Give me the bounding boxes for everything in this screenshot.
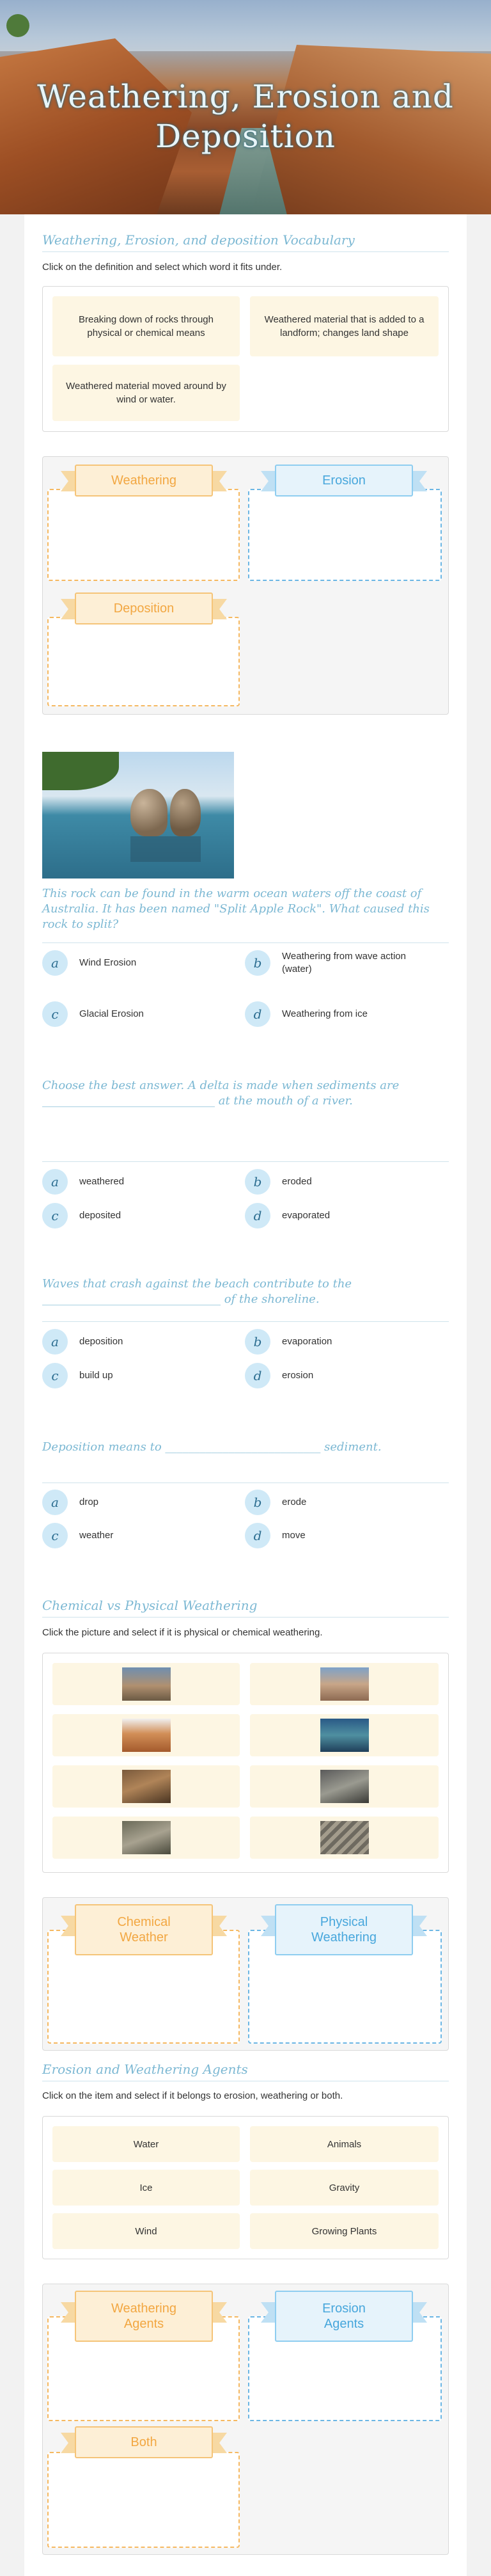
weathering-agents-label: Weathering Agents — [75, 2291, 213, 2342]
vocab-section-title: Weathering, Erosion, and deposition Vocabulary — [42, 232, 355, 248]
agent-card[interactable]: Gravity — [250, 2170, 439, 2206]
picture-card[interactable] — [250, 1817, 439, 1859]
weathering-drop-zone[interactable] — [47, 489, 240, 581]
deposition-ribbon — [61, 592, 227, 624]
answer-letter: a — [42, 1169, 68, 1195]
rock-arch-photo — [122, 1719, 171, 1752]
deposition-label: Deposition — [75, 592, 213, 624]
answer-letter: a — [42, 1490, 68, 1515]
both-ribbon — [61, 2426, 227, 2458]
answer-label: eroded — [282, 1176, 312, 1187]
picture-card[interactable] — [52, 1714, 240, 1756]
erosion-agents-ribbon — [261, 2291, 427, 2342]
deposition-drop-zone[interactable] — [47, 617, 240, 706]
erosion-label: Erosion — [275, 465, 413, 497]
picture-card[interactable] — [250, 1714, 439, 1756]
answer-option[interactable] — [245, 1203, 437, 1228]
answer-option[interactable] — [245, 1523, 437, 1548]
split-apple-rock-image — [42, 752, 234, 879]
agents-instructions: Click on the item and select if it belongs to erosion, weathering or both. — [42, 2090, 343, 2101]
both-drop-zone[interactable] — [47, 2452, 240, 2548]
answer-letter: b — [245, 1169, 270, 1195]
chem-drop-area — [42, 1897, 449, 2051]
chem-section-title: Chemical vs Physical Weathering — [42, 1598, 258, 1613]
agent-card[interactable]: Ice — [52, 2170, 240, 2206]
answer-letter: c — [42, 1001, 68, 1027]
agent-card[interactable]: Growing Plants — [250, 2213, 439, 2249]
answer-option[interactable] — [42, 1169, 234, 1195]
answer-label: Weathering from wave action (water) — [282, 951, 406, 974]
answer-letter: b — [245, 1490, 270, 1515]
answer-label: Wind Erosion — [79, 957, 137, 968]
statue-photo — [320, 1719, 369, 1752]
answer-option[interactable] — [42, 1490, 234, 1515]
question-2-text: Choose the best answer. A delta is made when sediments are ______________________________ at the mouth of a river. — [42, 1079, 400, 1108]
answer-label: deposition — [79, 1336, 123, 1347]
definition-card[interactable]: Weathered material moved around by wind or water. — [52, 365, 240, 421]
rock-photo — [122, 1667, 171, 1701]
picture-card[interactable] — [52, 1817, 240, 1859]
answer-letter: c — [42, 1363, 68, 1388]
answer-option[interactable] — [245, 1001, 437, 1027]
answer-letter: c — [42, 1203, 68, 1228]
agents-section-title: Erosion and Weathering Agents — [42, 2062, 248, 2077]
answer-label: drop — [79, 1497, 99, 1507]
divider — [42, 1617, 449, 1618]
picture-card[interactable] — [250, 1765, 439, 1808]
rock-photo — [320, 1770, 369, 1803]
picture-card[interactable] — [52, 1765, 240, 1808]
erosion-agents-label: Erosion Agents — [275, 2291, 413, 2342]
agents-drop-area — [42, 2284, 449, 2555]
answer-option[interactable] — [42, 1523, 234, 1548]
answer-label: weathered — [79, 1176, 125, 1187]
divider — [42, 1161, 449, 1162]
answer-letter: a — [42, 1329, 68, 1355]
agent-card[interactable]: Water — [52, 2126, 240, 2162]
hero-tree — [6, 14, 29, 37]
physical-ribbon — [261, 1904, 427, 1955]
answer-label: build up — [79, 1370, 113, 1381]
answer-label: deposited — [79, 1210, 121, 1221]
weathering-ribbon — [61, 465, 227, 497]
divider — [42, 942, 449, 943]
page-title: Weathering, Erosion and Deposition — [37, 78, 454, 155]
agent-card-box — [42, 2116, 449, 2259]
divider — [42, 251, 449, 252]
rock-photo — [122, 1821, 171, 1854]
answer-label: erode — [282, 1497, 307, 1507]
answer-letter: d — [245, 1363, 270, 1388]
erosion-ribbon — [261, 465, 427, 497]
vocab-drop-area — [42, 456, 449, 715]
answer-label: weather — [79, 1530, 114, 1541]
answer-label: erosion — [282, 1370, 314, 1381]
picture-card[interactable] — [52, 1663, 240, 1705]
answer-option[interactable] — [245, 1490, 437, 1515]
picture-card-box — [42, 1653, 449, 1873]
hero-sky — [0, 0, 491, 51]
answer-label: move — [282, 1530, 306, 1541]
hero-banner — [0, 0, 491, 214]
answer-letter: b — [245, 950, 270, 976]
weathering-agents-ribbon — [61, 2291, 227, 2342]
chem-instructions: Click the picture and select if it is physical or chemical weathering. — [42, 1627, 323, 1638]
answer-label: Glacial Erosion — [79, 1008, 144, 1019]
vocab-definition-box — [42, 286, 449, 432]
answer-letter: d — [245, 1001, 270, 1027]
answer-option[interactable] — [245, 1169, 437, 1195]
answer-letter: d — [245, 1203, 270, 1228]
chemical-label: Chemical Weather — [75, 1904, 213, 1955]
agent-card[interactable]: Wind — [52, 2213, 240, 2249]
vocab-instructions: Click on the definition and select which word it fits under. — [42, 262, 283, 273]
answer-option[interactable] — [42, 950, 234, 976]
answer-option[interactable] — [42, 1329, 234, 1355]
rock-photo — [122, 1770, 171, 1803]
answer-option[interactable] — [42, 1001, 234, 1027]
question-1-text: This rock can be found in the warm ocean waters off the coast of Australia. It has been named "Split Apple Rock". What caused this rock to split? — [42, 887, 430, 931]
weathering-label: Weathering — [75, 465, 213, 497]
picture-card[interactable] — [250, 1663, 439, 1705]
both-label: Both — [75, 2426, 213, 2458]
answer-letter: a — [42, 950, 68, 976]
answer-option[interactable] — [245, 1329, 437, 1355]
agent-card[interactable]: Animals — [250, 2126, 439, 2162]
physical-label: Physical Weathering — [275, 1904, 413, 1955]
rock-photo — [320, 1667, 369, 1701]
answer-label: evaporation — [282, 1336, 332, 1347]
answer-option[interactable] — [42, 1203, 234, 1228]
question-4-text: Deposition means to ___________________________ sediment. — [42, 1440, 382, 1454]
answer-option[interactable] — [42, 1363, 234, 1388]
chemical-ribbon — [61, 1904, 227, 1955]
answer-letter: d — [245, 1523, 270, 1548]
answer-label: evaporated — [282, 1210, 331, 1221]
divider — [42, 1321, 449, 1322]
worksheet-content — [24, 214, 467, 2576]
erosion-drop-zone[interactable] — [248, 489, 442, 581]
question-3-text: Waves that crash against the beach contribute to the _______________________________ of the shoreline. — [42, 1277, 352, 1306]
rock-photo — [320, 1821, 369, 1854]
answer-option[interactable] — [245, 1363, 437, 1388]
answer-label: Weathering from ice — [282, 1008, 368, 1019]
answer-letter: c — [42, 1523, 68, 1548]
definition-card[interactable]: Breaking down of rocks through physical or chemical means — [52, 296, 240, 356]
answer-option[interactable] — [245, 950, 437, 976]
definition-card[interactable]: Weathered material that is added to a landform; changes land shape — [250, 296, 439, 356]
answer-letter: b — [245, 1329, 270, 1355]
